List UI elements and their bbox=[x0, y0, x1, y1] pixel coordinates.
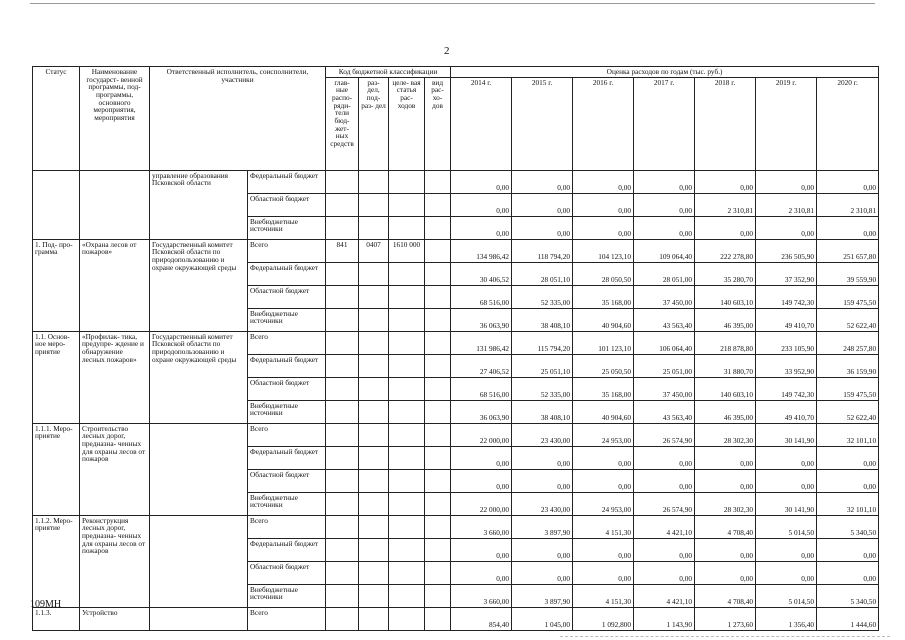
header-vr: вид рас- хо- дов bbox=[425, 77, 451, 170]
csr-cell bbox=[389, 584, 425, 607]
vr-cell bbox=[425, 239, 451, 262]
csr-cell bbox=[389, 170, 425, 193]
amount-cell: 35 168,00 bbox=[573, 377, 634, 400]
amount-cell: 0,00 bbox=[817, 561, 879, 584]
grbs-cell bbox=[326, 584, 359, 607]
amount-cell: 1 092,800 bbox=[573, 607, 634, 630]
amount-cell: 1 045,00 bbox=[512, 607, 573, 630]
amount-cell: 38 408,10 bbox=[512, 308, 573, 331]
grbs-cell bbox=[326, 285, 359, 308]
amount-cell: 2 310,81 bbox=[695, 193, 756, 216]
funding-source-cell: Всего bbox=[248, 607, 326, 630]
amount-cell: 31 880,70 bbox=[695, 354, 756, 377]
funding-source-cell: Областной бюджет bbox=[248, 561, 326, 584]
amount-cell: 5 014,50 bbox=[756, 515, 817, 538]
rzpr-cell bbox=[359, 538, 389, 561]
funding-source-cell: Федеральный бюджет bbox=[248, 262, 326, 285]
budget-table bbox=[32, 66, 879, 631]
vr-cell bbox=[425, 377, 451, 400]
page-number: 2 bbox=[444, 45, 450, 57]
amount-cell: 46 395,00 bbox=[695, 308, 756, 331]
amount-cell: 36 159,90 bbox=[817, 354, 879, 377]
amount-cell: 0,00 bbox=[756, 170, 817, 193]
amount-cell: 0,00 bbox=[817, 216, 879, 239]
rzpr-cell bbox=[359, 377, 389, 400]
amount-cell: 0,00 bbox=[451, 561, 512, 584]
amount-cell: 52 622,40 bbox=[817, 308, 879, 331]
header-year: 2015 г. bbox=[512, 77, 573, 170]
grbs-cell bbox=[326, 538, 359, 561]
amount-cell: 25 050,50 bbox=[573, 354, 634, 377]
csr-cell: 1610 000 bbox=[389, 239, 425, 262]
table-row bbox=[33, 515, 879, 538]
scan-top-line bbox=[30, 3, 875, 4]
rzpr-cell bbox=[359, 400, 389, 423]
rzpr-cell bbox=[359, 354, 389, 377]
amount-cell: 0,00 bbox=[817, 170, 879, 193]
scan-bottom-line bbox=[560, 636, 890, 637]
amount-cell: 28 051,00 bbox=[634, 262, 695, 285]
table-row bbox=[33, 423, 879, 446]
amount-cell: 0,00 bbox=[512, 561, 573, 584]
amount-cell: 2 310,81 bbox=[817, 193, 879, 216]
rzpr-cell bbox=[359, 469, 389, 492]
vr-cell bbox=[425, 469, 451, 492]
funding-source-cell: Всего bbox=[248, 515, 326, 538]
funding-source-cell: Федеральный бюджет bbox=[248, 170, 326, 193]
rzpr-cell bbox=[359, 492, 389, 515]
amount-cell: 0,00 bbox=[512, 216, 573, 239]
amount-cell: 140 603,10 bbox=[695, 285, 756, 308]
grbs-cell bbox=[326, 377, 359, 400]
amount-cell: 0,00 bbox=[817, 538, 879, 561]
amount-cell: 0,00 bbox=[634, 561, 695, 584]
funding-source-cell: Областной бюджет bbox=[248, 377, 326, 400]
amount-cell: 43 563,40 bbox=[634, 308, 695, 331]
name-cell: «Профилак- тика, предупре- ждение и обнаружение лесных пожаров» bbox=[80, 331, 150, 423]
csr-cell bbox=[389, 423, 425, 446]
amount-cell: 0,00 bbox=[817, 469, 879, 492]
amount-cell: 28 302,30 bbox=[695, 492, 756, 515]
name-cell: Устройство bbox=[80, 607, 150, 630]
amount-cell: 149 742,30 bbox=[756, 285, 817, 308]
status-cell bbox=[33, 170, 80, 239]
amount-cell: 0,00 bbox=[512, 469, 573, 492]
amount-cell: 30 141,90 bbox=[756, 423, 817, 446]
grbs-cell bbox=[326, 515, 359, 538]
rzpr-cell bbox=[359, 423, 389, 446]
grbs-cell bbox=[326, 446, 359, 469]
rzpr-cell bbox=[359, 584, 389, 607]
rzpr-cell bbox=[359, 607, 389, 630]
amount-cell: 24 953,00 bbox=[573, 492, 634, 515]
amount-cell: 1 143,90 bbox=[634, 607, 695, 630]
header-name: Наименование государст- венной программы, под- программы, основного мероприятия, мероприятия bbox=[80, 67, 150, 171]
grbs-cell bbox=[326, 193, 359, 216]
amount-cell: 0,00 bbox=[573, 170, 634, 193]
amount-cell: 236 505,90 bbox=[756, 239, 817, 262]
amount-cell: 0,00 bbox=[756, 216, 817, 239]
amount-cell: 30 141,90 bbox=[756, 492, 817, 515]
amount-cell: 3 897,90 bbox=[512, 515, 573, 538]
grbs-cell bbox=[326, 216, 359, 239]
header-budget-class: Код бюджетной классификации bbox=[326, 67, 451, 78]
table-row bbox=[33, 607, 879, 630]
status-cell: 1.1.2. Меро- приятие bbox=[33, 515, 80, 607]
vr-cell bbox=[425, 584, 451, 607]
amount-cell: 0,00 bbox=[512, 446, 573, 469]
amount-cell: 33 952,90 bbox=[756, 354, 817, 377]
grbs-cell bbox=[326, 308, 359, 331]
csr-cell bbox=[389, 400, 425, 423]
responsible-cell bbox=[150, 607, 248, 630]
amount-cell: 0,00 bbox=[573, 216, 634, 239]
csr-cell bbox=[389, 469, 425, 492]
amount-cell: 109 064,40 bbox=[634, 239, 695, 262]
amount-cell: 23 430,00 bbox=[512, 492, 573, 515]
csr-cell bbox=[389, 446, 425, 469]
amount-cell: 115 794,20 bbox=[512, 331, 573, 354]
amount-cell: 4 421,10 bbox=[634, 584, 695, 607]
funding-source-cell: Внебюджетные источники bbox=[248, 308, 326, 331]
header-year: 2018 г. bbox=[695, 77, 756, 170]
amount-cell: 32 101,10 bbox=[817, 423, 879, 446]
header-grbs: глав- ные распо- ряди- тели бюд- жет- ных средств bbox=[326, 77, 359, 170]
funding-source-cell: Внебюджетные источники bbox=[248, 492, 326, 515]
amount-cell: 39 559,90 bbox=[817, 262, 879, 285]
amount-cell: 52 335,00 bbox=[512, 285, 573, 308]
footer-code: 109МН bbox=[30, 599, 62, 610]
rzpr-cell bbox=[359, 216, 389, 239]
csr-cell bbox=[389, 538, 425, 561]
amount-cell: 0,00 bbox=[817, 446, 879, 469]
grbs-cell bbox=[326, 354, 359, 377]
amount-cell: 0,00 bbox=[451, 538, 512, 561]
grbs-cell bbox=[326, 423, 359, 446]
rzpr-cell bbox=[359, 308, 389, 331]
vr-cell bbox=[425, 170, 451, 193]
amount-cell: 4 151,30 bbox=[573, 515, 634, 538]
amount-cell: 24 953,00 bbox=[573, 423, 634, 446]
amount-cell: 37 450,00 bbox=[634, 377, 695, 400]
amount-cell: 251 657,80 bbox=[817, 239, 879, 262]
amount-cell: 233 105,90 bbox=[756, 331, 817, 354]
grbs-cell bbox=[326, 170, 359, 193]
amount-cell: 52 335,00 bbox=[512, 377, 573, 400]
funding-source-cell: Областной бюджет bbox=[248, 193, 326, 216]
amount-cell: 0,00 bbox=[573, 193, 634, 216]
amount-cell: 0,00 bbox=[756, 469, 817, 492]
amount-cell: 0,00 bbox=[634, 216, 695, 239]
vr-cell bbox=[425, 400, 451, 423]
amount-cell: 4 151,30 bbox=[573, 584, 634, 607]
funding-source-cell: Всего bbox=[248, 423, 326, 446]
csr-cell bbox=[389, 515, 425, 538]
amount-cell: 0,00 bbox=[756, 446, 817, 469]
amount-cell: 32 101,10 bbox=[817, 492, 879, 515]
amount-cell: 37 352,90 bbox=[756, 262, 817, 285]
amount-cell: 134 986,42 bbox=[451, 239, 512, 262]
name-cell bbox=[80, 170, 150, 239]
csr-cell bbox=[389, 607, 425, 630]
table-body bbox=[33, 170, 879, 630]
grbs-cell bbox=[326, 400, 359, 423]
amount-cell: 106 064,40 bbox=[634, 331, 695, 354]
funding-source-cell: Всего bbox=[248, 239, 326, 262]
amount-cell: 0,00 bbox=[695, 469, 756, 492]
amount-cell: 49 410,70 bbox=[756, 308, 817, 331]
rzpr-cell bbox=[359, 561, 389, 584]
amount-cell: 68 516,00 bbox=[451, 377, 512, 400]
amount-cell: 222 278,80 bbox=[695, 239, 756, 262]
amount-cell: 26 574,90 bbox=[634, 492, 695, 515]
amount-cell: 49 410,70 bbox=[756, 400, 817, 423]
rzpr-cell bbox=[359, 193, 389, 216]
amount-cell: 0,00 bbox=[634, 193, 695, 216]
amount-cell: 104 123,10 bbox=[573, 239, 634, 262]
amount-cell: 0,00 bbox=[756, 538, 817, 561]
header-year: 2019 г. bbox=[756, 77, 817, 170]
vr-cell bbox=[425, 492, 451, 515]
amount-cell: 4 421,10 bbox=[634, 515, 695, 538]
grbs-cell bbox=[326, 262, 359, 285]
status-cell: 1. Под- про- грамма bbox=[33, 239, 80, 331]
csr-cell bbox=[389, 193, 425, 216]
header-responsible: Ответственный исполнитель, соисполнители, участники bbox=[150, 67, 326, 171]
grbs-cell: 841 bbox=[326, 239, 359, 262]
amount-cell: 0,00 bbox=[451, 216, 512, 239]
amount-cell: 0,00 bbox=[573, 538, 634, 561]
header-year: 2020 г. bbox=[817, 77, 879, 170]
rzpr-cell bbox=[359, 331, 389, 354]
amount-cell: 0,00 bbox=[512, 193, 573, 216]
amount-cell: 0,00 bbox=[512, 538, 573, 561]
amount-cell: 46 395,00 bbox=[695, 400, 756, 423]
rzpr-cell bbox=[359, 262, 389, 285]
amount-cell: 3 660,00 bbox=[451, 584, 512, 607]
funding-source-cell: Областной бюджет bbox=[248, 469, 326, 492]
amount-cell: 248 257,80 bbox=[817, 331, 879, 354]
amount-cell: 0,00 bbox=[512, 170, 573, 193]
header-year: 2016 г. bbox=[573, 77, 634, 170]
rzpr-cell bbox=[359, 285, 389, 308]
rzpr-cell bbox=[359, 170, 389, 193]
amount-cell: 0,00 bbox=[634, 538, 695, 561]
amount-cell: 0,00 bbox=[634, 446, 695, 469]
amount-cell: 52 622,40 bbox=[817, 400, 879, 423]
csr-cell bbox=[389, 308, 425, 331]
amount-cell: 22 000,00 bbox=[451, 423, 512, 446]
amount-cell: 0,00 bbox=[451, 193, 512, 216]
amount-cell: 5 014,50 bbox=[756, 584, 817, 607]
grbs-cell bbox=[326, 469, 359, 492]
amount-cell: 131 986,42 bbox=[451, 331, 512, 354]
funding-source-cell: Областной бюджет bbox=[248, 285, 326, 308]
grbs-cell bbox=[326, 492, 359, 515]
responsible-cell: Государственный комитет Псковской области по природопользованию и охране окружающей среды bbox=[150, 239, 248, 331]
amount-cell: 0,00 bbox=[695, 170, 756, 193]
vr-cell bbox=[425, 331, 451, 354]
responsible-cell: управление образования Псковской области bbox=[150, 170, 248, 239]
grbs-cell bbox=[326, 331, 359, 354]
amount-cell: 0,00 bbox=[695, 446, 756, 469]
vr-cell bbox=[425, 561, 451, 584]
amount-cell: 101 123,10 bbox=[573, 331, 634, 354]
funding-source-cell: Федеральный бюджет bbox=[248, 538, 326, 561]
name-cell: Реконструкция лесных дорог, предназна- ченных для охраны лесов от пожаров bbox=[80, 515, 150, 607]
amount-cell: 40 904,60 bbox=[573, 400, 634, 423]
funding-source-cell: Внебюджетные источники bbox=[248, 216, 326, 239]
amount-cell: 68 516,00 bbox=[451, 285, 512, 308]
amount-cell: 0,00 bbox=[634, 170, 695, 193]
amount-cell: 5 340,50 bbox=[817, 515, 879, 538]
status-cell: 1.1.1. Меро- приятие bbox=[33, 423, 80, 515]
amount-cell: 0,00 bbox=[756, 561, 817, 584]
amount-cell: 4 708,40 bbox=[695, 584, 756, 607]
table-row bbox=[33, 331, 879, 354]
amount-cell: 0,00 bbox=[634, 469, 695, 492]
csr-cell bbox=[389, 492, 425, 515]
csr-cell bbox=[389, 377, 425, 400]
amount-cell: 28 302,30 bbox=[695, 423, 756, 446]
vr-cell bbox=[425, 193, 451, 216]
amount-cell: 37 450,00 bbox=[634, 285, 695, 308]
csr-cell bbox=[389, 354, 425, 377]
amount-cell: 28 050,50 bbox=[573, 262, 634, 285]
amount-cell: 0,00 bbox=[573, 469, 634, 492]
header-status: Статус bbox=[33, 67, 80, 171]
csr-cell bbox=[389, 331, 425, 354]
grbs-cell bbox=[326, 561, 359, 584]
amount-cell: 40 904,60 bbox=[573, 308, 634, 331]
vr-cell bbox=[425, 216, 451, 239]
amount-cell: 0,00 bbox=[695, 538, 756, 561]
amount-cell: 1 356,40 bbox=[756, 607, 817, 630]
grbs-cell bbox=[326, 607, 359, 630]
amount-cell: 0,00 bbox=[451, 446, 512, 469]
amount-cell: 38 408,10 bbox=[512, 400, 573, 423]
responsible-cell: Государственный комитет Псковской области по природопользованию и охране окружающей среды bbox=[150, 331, 248, 423]
vr-cell bbox=[425, 515, 451, 538]
amount-cell: 149 742,30 bbox=[756, 377, 817, 400]
amount-cell: 35 280,70 bbox=[695, 262, 756, 285]
header-row-1 bbox=[33, 67, 879, 78]
amount-cell: 3 660,00 bbox=[451, 515, 512, 538]
name-cell: «Охрана лесов от пожаров» bbox=[80, 239, 150, 331]
funding-source-cell: Внебюджетные источники bbox=[248, 584, 326, 607]
amount-cell: 27 406,52 bbox=[451, 354, 512, 377]
amount-cell: 0,00 bbox=[573, 446, 634, 469]
name-cell: Строительство лесных дорог, предназна- ченных для охраны лесов от пожаров bbox=[80, 423, 150, 515]
table-row bbox=[33, 239, 879, 262]
amount-cell: 854,40 bbox=[451, 607, 512, 630]
table-row bbox=[33, 170, 879, 193]
vr-cell bbox=[425, 607, 451, 630]
responsible-cell bbox=[150, 515, 248, 607]
amount-cell: 43 563,40 bbox=[634, 400, 695, 423]
amount-cell: 28 051,10 bbox=[512, 262, 573, 285]
vr-cell bbox=[425, 538, 451, 561]
funding-source-cell: Внебюджетные источники bbox=[248, 400, 326, 423]
funding-source-cell: Всего bbox=[248, 331, 326, 354]
csr-cell bbox=[389, 285, 425, 308]
header-estimate: Оценка расходов по годам (тыс. руб.) bbox=[451, 67, 879, 78]
amount-cell: 218 878,80 bbox=[695, 331, 756, 354]
responsible-cell bbox=[150, 423, 248, 515]
header-year: 2017 г. bbox=[634, 77, 695, 170]
vr-cell bbox=[425, 308, 451, 331]
vr-cell bbox=[425, 262, 451, 285]
amount-cell: 36 063,90 bbox=[451, 400, 512, 423]
amount-cell: 36 063,90 bbox=[451, 308, 512, 331]
amount-cell: 3 897,90 bbox=[512, 584, 573, 607]
amount-cell: 0,00 bbox=[695, 561, 756, 584]
amount-cell: 1 444,60 bbox=[817, 607, 879, 630]
amount-cell: 4 708,40 bbox=[695, 515, 756, 538]
amount-cell: 0,00 bbox=[451, 469, 512, 492]
amount-cell: 159 475,50 bbox=[817, 377, 879, 400]
header-rzpr: раз- дел, под- раз- дел bbox=[359, 77, 389, 170]
header-csr: целе- вая статья рас- ходов bbox=[389, 77, 425, 170]
rzpr-cell bbox=[359, 446, 389, 469]
amount-cell: 0,00 bbox=[451, 170, 512, 193]
amount-cell: 35 168,00 bbox=[573, 285, 634, 308]
amount-cell: 26 574,90 bbox=[634, 423, 695, 446]
amount-cell: 159 475,50 bbox=[817, 285, 879, 308]
vr-cell bbox=[425, 423, 451, 446]
csr-cell bbox=[389, 262, 425, 285]
amount-cell: 30 406,52 bbox=[451, 262, 512, 285]
amount-cell: 25 051,00 bbox=[634, 354, 695, 377]
amount-cell: 22 000,00 bbox=[451, 492, 512, 515]
vr-cell bbox=[425, 285, 451, 308]
funding-source-cell: Федеральный бюджет bbox=[248, 446, 326, 469]
amount-cell: 23 430,00 bbox=[512, 423, 573, 446]
amount-cell: 5 340,50 bbox=[817, 584, 879, 607]
csr-cell bbox=[389, 561, 425, 584]
status-cell: 1.1. Основ- ное меро- приятие bbox=[33, 331, 80, 423]
amount-cell: 0,00 bbox=[573, 561, 634, 584]
amount-cell: 118 794,20 bbox=[512, 239, 573, 262]
header-year: 2014 г. bbox=[451, 77, 512, 170]
vr-cell bbox=[425, 446, 451, 469]
amount-cell: 0,00 bbox=[695, 216, 756, 239]
status-cell: 1.1.3. bbox=[33, 607, 80, 630]
csr-cell bbox=[389, 216, 425, 239]
rzpr-cell bbox=[359, 515, 389, 538]
funding-source-cell: Федеральный бюджет bbox=[248, 354, 326, 377]
rzpr-cell: 0407 bbox=[359, 239, 389, 262]
amount-cell: 2 310,81 bbox=[756, 193, 817, 216]
amount-cell: 140 603,10 bbox=[695, 377, 756, 400]
vr-cell bbox=[425, 354, 451, 377]
amount-cell: 25 051,10 bbox=[512, 354, 573, 377]
amount-cell: 1 273,60 bbox=[695, 607, 756, 630]
